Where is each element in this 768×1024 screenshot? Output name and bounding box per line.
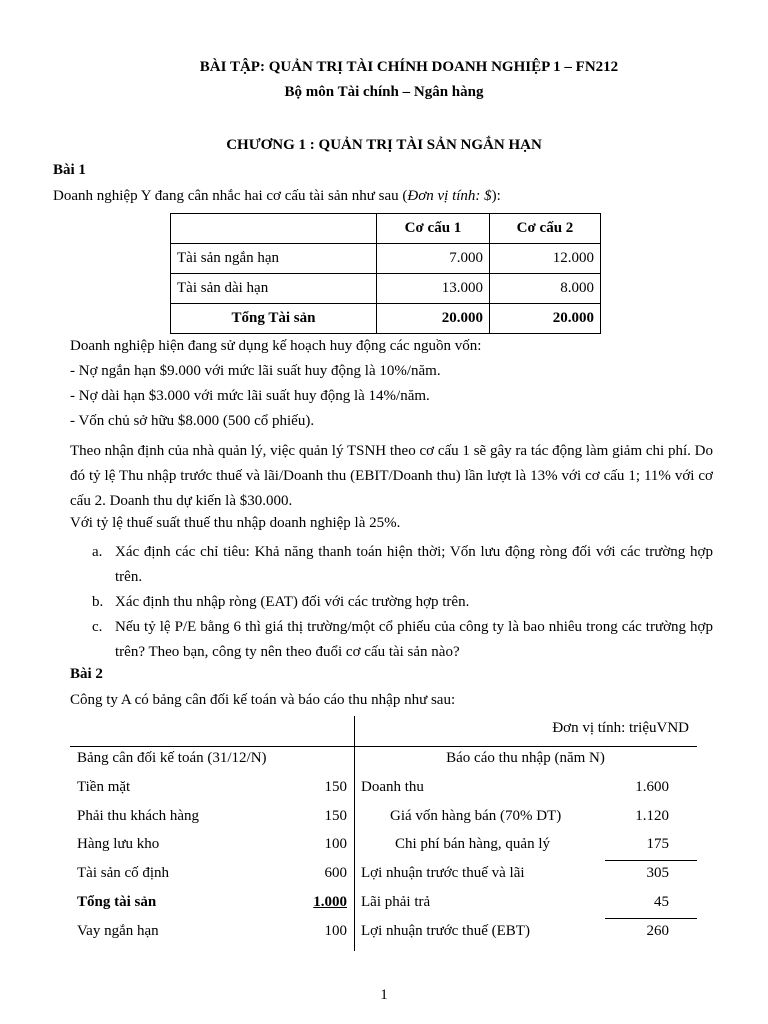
- is-row-value: 1.120: [635, 808, 669, 824]
- table-row: [171, 274, 601, 304]
- total-label: Tổng Tài sản: [171, 304, 377, 334]
- row-label: Tài sản dài hạn: [171, 274, 377, 304]
- question-marker: c.: [92, 619, 103, 635]
- bs-total-value: 1.000: [313, 894, 347, 910]
- question-b: [92, 590, 713, 615]
- row-value-2: 8.000: [490, 274, 601, 304]
- page-number: 1: [380, 987, 388, 1003]
- is-row-label: Lợi nhuận trước thuế và lãi: [361, 865, 525, 881]
- funding-equity: - Vốn chủ sở hữu $8.000 (500 cổ phiếu).: [70, 413, 315, 429]
- table-row: [171, 244, 601, 274]
- table-corner-cell: [171, 214, 377, 244]
- bs-row-value: 100: [324, 923, 347, 939]
- row-value-2: 12.000: [490, 244, 601, 274]
- exercise-1-heading: Bài 1: [53, 162, 86, 178]
- subtotal-rule: [605, 860, 697, 861]
- col-header-structure-1: Cơ cấu 1: [377, 214, 490, 244]
- subtotal-rule: [605, 918, 697, 919]
- is-row-value: 175: [646, 836, 669, 852]
- row-value-1: 7.000: [377, 244, 490, 274]
- financial-statements-table: [70, 716, 697, 951]
- total-value-1: 20.000: [377, 304, 490, 334]
- is-row-value: 260: [646, 923, 669, 939]
- manager-assessment-paragraph: [70, 439, 713, 514]
- chapter-title: CHƯƠNG 1 : QUẢN TRỊ TÀI SẢN NGẮN HẠN: [226, 137, 542, 153]
- is-row-label: Lãi phải trả: [361, 894, 431, 910]
- question-marker: a.: [92, 544, 103, 560]
- bs-row-value: 150: [324, 779, 347, 795]
- paragraph-text: Theo nhận định của nhà quản lý, việc quản lý TSNH theo cơ cấu 1 sẽ gây ra tác động làm giảm chi phí. Do đó tỷ lệ Thu nhập trước thuế và lãi/Doanh thu (EBIT/Doanh thu) lần lượt là 13% với cơ cấu 1; 11% với cơ cấu 2. Doanh thu dự kiến là $30.000.: [70, 443, 713, 509]
- table-rule: [70, 746, 697, 747]
- exercise-1-intro: [53, 188, 501, 205]
- bs-row-label: Vay ngắn hạn: [77, 923, 159, 939]
- is-row-value: 45: [654, 894, 669, 910]
- bs-total-label: Tổng tài sản: [77, 894, 157, 910]
- exercise-2-intro: Công ty A có bảng cân đối kế toán và báo cáo thu nhập như sau:: [70, 692, 456, 708]
- bs-row-value: 600: [324, 865, 347, 881]
- asset-structure-table: [170, 213, 601, 334]
- funding-intro: Doanh nghiệp hiện đang sử dụng kế hoạch huy động các nguồn vốn:: [70, 338, 482, 354]
- question-marker: b.: [92, 594, 104, 610]
- is-row-label: Doanh thu: [361, 779, 424, 795]
- bs-row-value: 150: [324, 808, 347, 824]
- department-name: Bộ môn Tài chính – Ngân hàng: [284, 84, 484, 100]
- bs-row-label: Tiền mặt: [77, 779, 131, 795]
- total-value-2: 20.000: [490, 304, 601, 334]
- bs-row-label: Tài sản cố định: [77, 865, 170, 881]
- exercise-2-heading: Bài 2: [70, 666, 103, 682]
- bs-row-label: Phải thu khách hàng: [77, 808, 200, 824]
- unit-label: Đơn vị tính: triệuVND: [552, 720, 689, 736]
- funding-long-term-debt: - Nợ dài hạn $3.000 với mức lãi suất huy động là 14%/năm.: [70, 388, 430, 404]
- table-header-row: [171, 214, 601, 244]
- question-c: [92, 615, 713, 665]
- income-statement-header: Báo cáo thu nhập (năm N): [446, 750, 605, 766]
- col-header-structure-2: Cơ cấu 2: [490, 214, 601, 244]
- row-value-1: 13.000: [377, 274, 490, 304]
- intro-unit: Đơn vị tính: $: [407, 188, 492, 204]
- bs-row-value: 100: [324, 836, 347, 852]
- is-row-value: 305: [646, 865, 669, 881]
- is-row-label: Chi phí bán hàng, quản lý: [395, 836, 550, 852]
- row-label: Tài sản ngắn hạn: [171, 244, 377, 274]
- funding-short-term-debt: - Nợ ngắn hạn $9.000 với mức lãi suất huy động là 10%/năm.: [70, 363, 441, 379]
- bs-row-label: Hàng lưu kho: [77, 836, 160, 852]
- is-row-label: Lợi nhuận trước thuế (EBT): [361, 923, 530, 939]
- question-text: Nếu tỷ lệ P/E bằng 6 thì giá thị trường/một cổ phiếu của công ty là bao nhiêu trong các trường hợp trên? Theo bạn, công ty nên theo đuổi cơ cấu tài sản nào?: [115, 619, 713, 660]
- question-text: Xác định thu nhập ròng (EAT) đối với các trường hợp trên.: [115, 594, 470, 610]
- question-text: Xác định các chỉ tiêu: Khả năng thanh toán hiện thời; Vốn lưu động ròng đối với các trường hợp trên.: [115, 544, 713, 585]
- question-a: [92, 540, 713, 590]
- document-title: BÀI TẬP: QUẢN TRỊ TÀI CHÍNH DOANH NGHIỆP 1 – FN212: [199, 59, 619, 75]
- tax-rate-line: Với tỷ lệ thuế suất thuế thu nhập doanh nghiệp là 25%.: [70, 515, 401, 531]
- is-row-value: 1.600: [635, 779, 669, 795]
- intro-prefix: Doanh nghiệp Y đang cân nhắc hai cơ cấu tài sản như sau (: [53, 188, 408, 204]
- intro-suffix: ):: [491, 188, 501, 204]
- table-total-row: [171, 304, 601, 334]
- is-row-label: Giá vốn hàng bán (70% DT): [390, 808, 562, 824]
- balance-sheet-header: Bảng cân đối kế toán (31/12/N): [77, 750, 267, 766]
